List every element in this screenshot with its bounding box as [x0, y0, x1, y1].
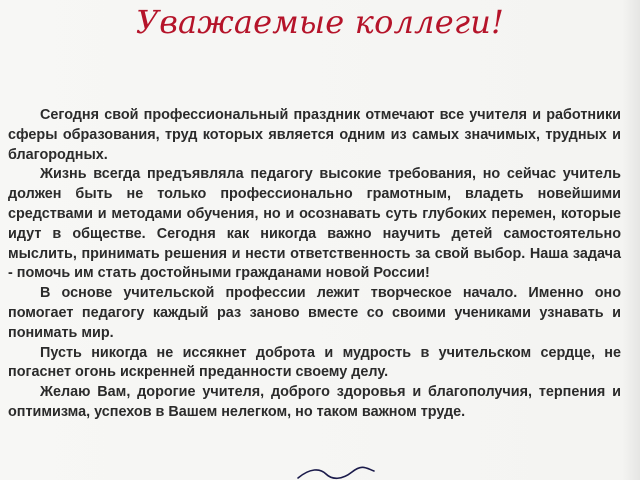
paragraph-3: В основе учительской профессии лежит творческое начало. Именно оно помогает педагогу каждый раз заново вместе со своими учениками узнавать и понимать мир. — [8, 285, 621, 341]
letter-body — [8, 106, 621, 423]
letter-title: Уважаемые коллеги! — [135, 3, 505, 41]
page-edge-shadow — [622, 0, 640, 480]
paragraph-1: Сегодня свой профессиональный праздник отмечают все учителя и работники сферы образования, труд которых является одним из самых значимых, трудных и благородных. — [8, 107, 621, 163]
signature-stroke — [296, 466, 376, 480]
paragraph-5: Желаю Вам, дорогие учителя, доброго здоровья и благополучия, терпения и оптимизма, успехов в Вашем нелегком, но таком важном труде. — [8, 384, 621, 420]
paragraph-2: Жизнь всегда предъявляла педагогу высокие требования, но сейчас учитель должен быть не только профессионально грамотным, владеть новейшими средствами и методами обучения, но и осознавать суть глубоких перемен, которые идут в обществе. Сегодня как никогда важно научить детей самостоятельно мыслить, принимать решения и нести ответственность за свой выбор. Наша задача - помочь им стать достойными гражданами новой России! — [8, 166, 621, 282]
paragraph-4: Пусть никогда не иссякнет доброта и мудрость в учительском сердце, не погаснет огонь искренней преданности своему делу. — [8, 344, 621, 381]
